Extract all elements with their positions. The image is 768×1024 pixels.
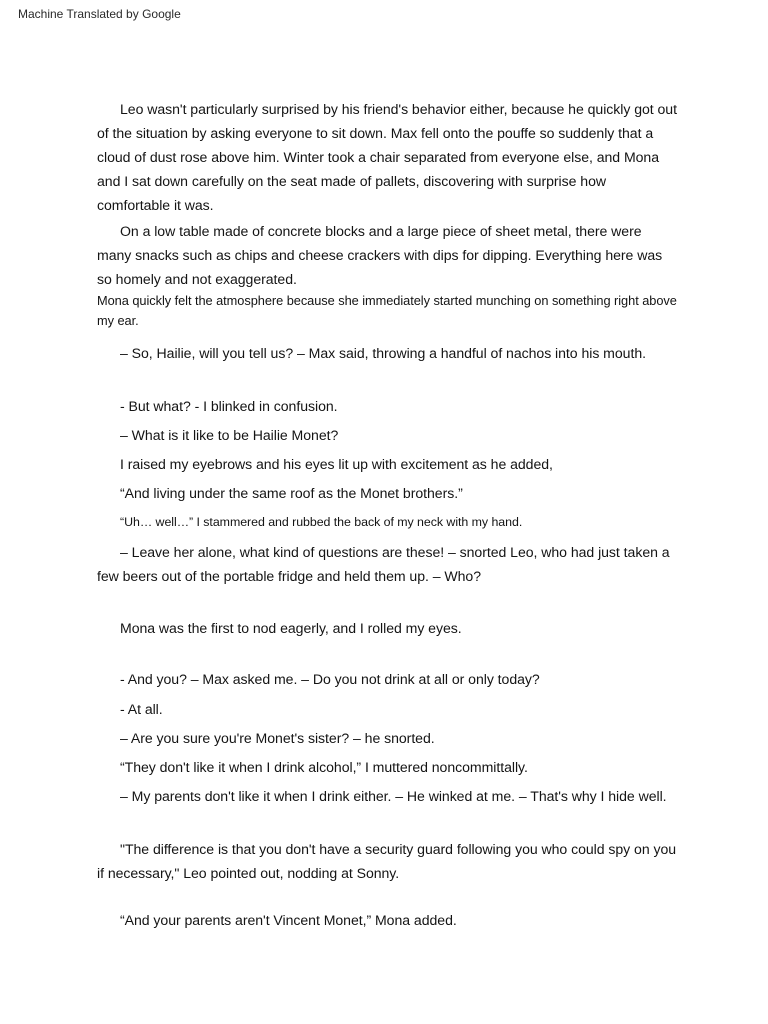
paragraph-8: “And living under the same roof as the Monet brothers.” [120, 485, 463, 501]
machine-translation-header: Machine Translated by Google [18, 7, 181, 21]
paragraph-16: – My parents don't like it when I drink either. – He winked at me. – That's why I hide well. [120, 788, 667, 804]
paragraph-5: - But what? - I blinked in confusion. [120, 398, 338, 414]
paragraph-17: "The difference is that you don't have a security guard following you who could spy on you if necessary," Leo pointed out, nodding at Sonny. [97, 841, 677, 881]
paragraph-9: “Uh… well…” I stammered and rubbed the back of my neck with my hand. [120, 515, 523, 529]
paragraph-4: – So, Hailie, will you tell us? – Max said, throwing a handful of nachos into his mouth. [120, 345, 646, 361]
paragraph-15: “They don't like it when I drink alcohol,” I muttered noncommittally. [120, 759, 528, 775]
paragraph-13: - At all. [120, 701, 163, 717]
paragraph-14: – Are you sure you're Monet's sister? – he snorted. [120, 730, 435, 746]
paragraph-18: “And your parents aren't Vincent Monet,” Mona added. [120, 912, 457, 928]
paragraph-7: I raised my eyebrows and his eyes lit up with excitement as he added, [120, 456, 553, 472]
paragraph-11: Mona was the first to nod eagerly, and I rolled my eyes. [120, 620, 462, 636]
paragraph-1: Leo wasn't particularly surprised by his friend's behavior either, because he quickly got out of the situation by asking everyone to sit down. Max fell onto the pouffe so suddenly that a cloud of dust rose above him. Winter took a chair separated from everyone else, and Mona and I sat down carefully on the seat made of pallets, discovering with surprise how comfortable it was. [97, 101, 677, 213]
paragraph-3: Mona quickly felt the atmosphere because she immediately started munching on something right above my ear. [97, 293, 677, 328]
paragraph-10: – Leave her alone, what kind of questions are these! – snorted Leo, who had just taken a few beers out of the portable fridge and held them up. – Who? [97, 544, 670, 584]
paragraph-2: On a low table made of concrete blocks and a large piece of sheet metal, there were many snacks such as chips and cheese crackers with dips for dipping. Everything here was so homely and not exaggerated. [97, 223, 663, 287]
paragraph-12: - And you? – Max asked me. – Do you not drink at all or only today? [120, 671, 540, 687]
paragraph-6: – What is it like to be Hailie Monet? [120, 427, 339, 443]
